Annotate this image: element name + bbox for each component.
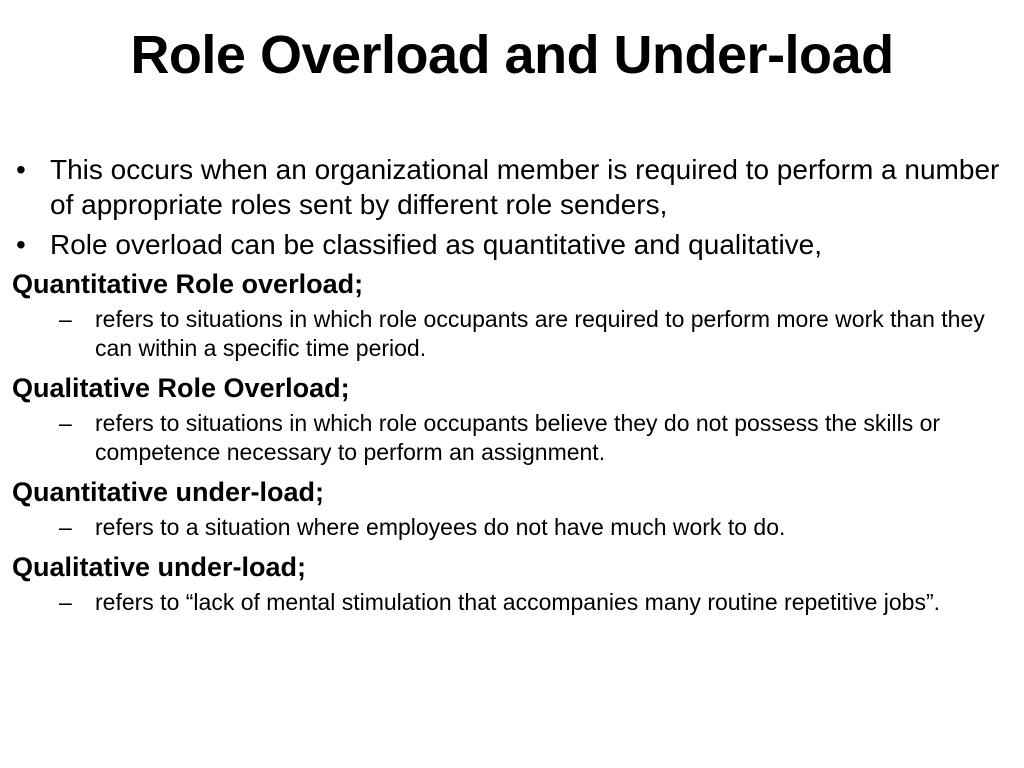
section-heading: Qualitative under-load; [12, 552, 307, 582]
dash-mark: – [59, 410, 72, 436]
section-heading: Quantitative Role overload; [12, 269, 364, 299]
sub-bullet-text: refers to a situation where employees do not have much work to do. [95, 514, 786, 540]
sub-bullet-text: refers to “lack of mental stimulation that accompanies many routine repetitive jobs”. [95, 589, 940, 615]
bullet-item [12, 227, 1016, 262]
bullet-item [12, 152, 1016, 222]
section-heading: Qualitative Role Overload; [12, 373, 350, 403]
sub-bullet-item [12, 305, 1016, 363]
bullet-text: This occurs when an organizational member is required to perform a number of appropriate roles sent by different role senders, [50, 154, 1000, 220]
dash-mark: – [59, 589, 72, 615]
slide-content [12, 152, 1016, 625]
bullet-mark: • [16, 154, 26, 185]
bullet-text: Role overload can be classified as quantitative and qualitative, [50, 229, 823, 260]
sub-bullet-item [12, 409, 1016, 467]
sub-bullet-text: refers to situations in which role occupants are required to perform more work than they can within a specific time period. [95, 306, 985, 361]
bullet-mark: • [16, 229, 26, 260]
dash-mark: – [59, 306, 72, 332]
section-heading: Quantitative under-load; [12, 477, 325, 507]
dash-mark: – [59, 514, 72, 540]
slide-title: Role Overload and Under-load [130, 25, 894, 85]
sub-bullet-item [12, 588, 1016, 617]
sub-bullet-text: refers to situations in which role occupants believe they do not possess the skills or competence necessary to perform an assignment. [95, 410, 941, 465]
sub-bullet-item [12, 513, 1016, 542]
